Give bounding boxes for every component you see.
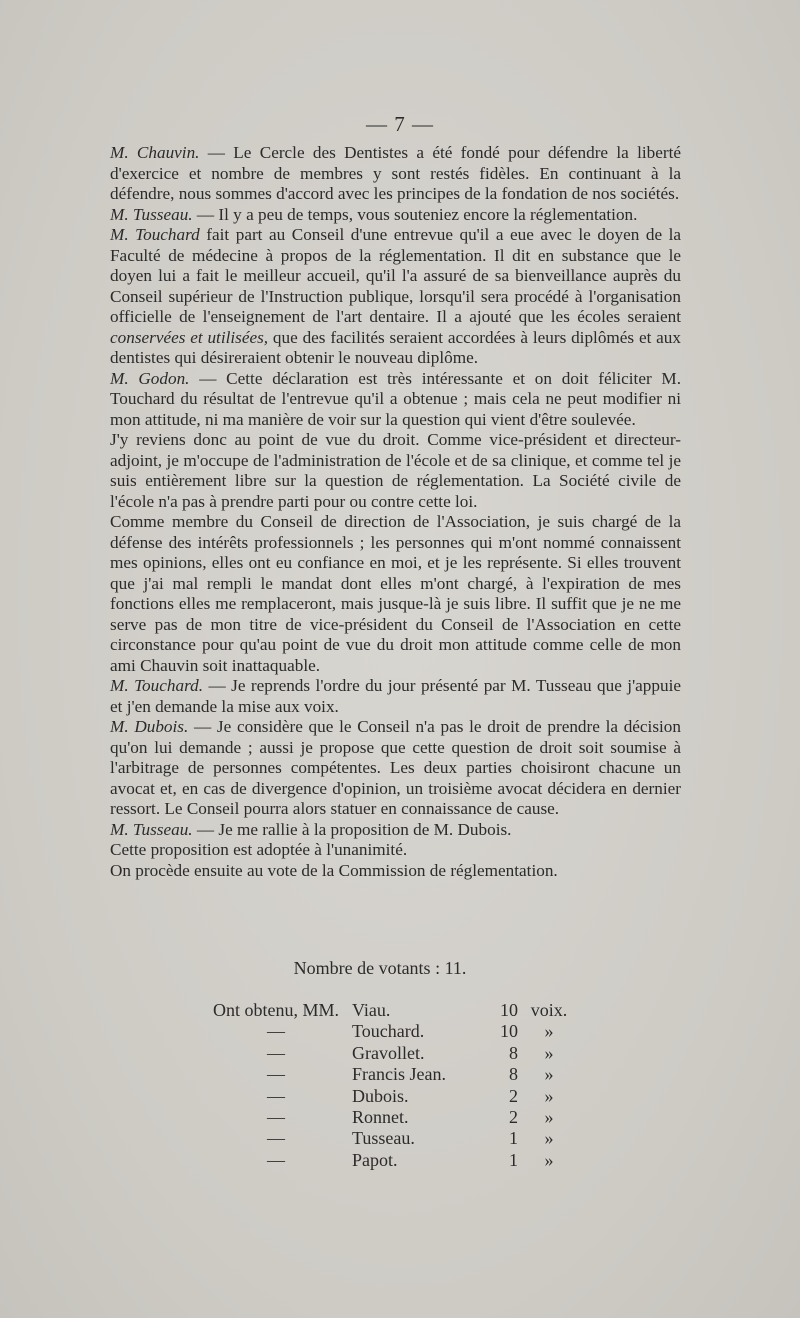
vote-number: 1 [509, 1128, 518, 1149]
candidate-name: Papot. [352, 1149, 398, 1170]
paragraph-text: — Cette déclaration est très intéressante et on doit féliciter M. Touchard du résultat de l'entrevue qu'il a obtenue ; mais cela ne peut modifier ni mon attitude, ni ma manière de voir sur la question qui vient d'être soulevée. [110, 368, 682, 429]
vote-unit: » [544, 1128, 554, 1149]
result-prefix: — [267, 1021, 285, 1042]
vote-number: 8 [509, 1042, 518, 1063]
paragraph-text: Comme membre du Conseil de direction de l'Association, je suis chargé de la défense des intérêts professionnels ; les personnes qui m'ont nommé connaissent mes opinions, elles ont eu confiance en moi, et je les représente. Si elles trouvent que j'ai mal rempli le mandat dont elles m'ont chargé, à l'expiration de mes fonctions elles me remplaceront, mais jusque-là je suis libre. Il suffit que je ne me serve pas de mon titre de vice-président du Conseil de l'Association en cette circonstance pour qu'au point de vue du droit mon attitude comme celle de mon ami Chauvin soit inattaquable. [110, 512, 681, 675]
minutes-text [110, 143, 681, 881]
paragraph-text: J'y reviens donc au point de vue du droit. Comme vice-président et directeur-adjoint, je m'occupe de l'administration de l'école et de sa clinique, et comme tel je suis entièrement libre sur la question de réglementation. La Société civile de l'école n'a pas à prendre parti pour ou contre cette loi. [110, 430, 681, 511]
paragraph [110, 717, 681, 820]
vote-unit: » [544, 1085, 554, 1106]
table-row [200, 1128, 574, 1149]
vote-number: 10 [500, 1021, 518, 1042]
speaker-name: M. Touchard [110, 225, 200, 244]
paragraph [110, 143, 681, 205]
vote-number: 10 [500, 1000, 518, 1020]
vote-unit: » [544, 1042, 554, 1063]
vote-number: 8 [509, 1064, 518, 1085]
paragraph [110, 820, 681, 841]
paragraph-text: — Il y a peu de temps, vous souteniez encore la réglementation. [192, 204, 638, 224]
paragraph-text: Cette proposition est adoptée à l'unanimité. [110, 840, 408, 859]
table-row [200, 1000, 574, 1021]
paragraph [110, 861, 681, 882]
table-row [200, 1064, 574, 1085]
vote-number: 2 [509, 1085, 518, 1106]
paragraph-text: On procède ensuite au vote de la Commission de réglementation. [110, 860, 558, 880]
result-prefix: — [267, 1128, 285, 1149]
candidate-name: Viau. [352, 1000, 391, 1020]
paragraph-text: — Je me rallie à la proposition de M. Dubois. [192, 819, 512, 839]
vote-number: 2 [509, 1107, 518, 1128]
speaker-name: M. Dubois. [110, 717, 189, 736]
paragraph-text: que des facilités seraient accordées à leurs diplômés et aux dentistes qui désireraient obtenir le nouveau diplôme. [110, 327, 681, 367]
speaker-name: M. Chauvin. [110, 143, 200, 162]
vote-unit: » [544, 1149, 554, 1170]
speaker-name: M. Godon. [110, 368, 190, 388]
result-prefix: — [267, 1149, 285, 1170]
result-prefix: — [267, 1042, 285, 1063]
candidate-name: Dubois. [352, 1085, 409, 1106]
candidate-name: Touchard. [352, 1021, 425, 1042]
result-prefix: — [267, 1064, 285, 1085]
paragraph [110, 840, 681, 861]
result-prefix: — [267, 1085, 285, 1106]
paragraph [110, 512, 681, 676]
table-row [200, 1086, 574, 1107]
paragraph-text: fait part au Conseil d'une entrevue qu'il a eue avec le doyen de la Faculté de médecine à propos de la réglementation. Il dit en substance que le doyen lui a fait le meilleur accueil, qu'il l'a assuré de sa bienveillance auprès du Conseil supérieur de l'Instruction publique, lorsqu'il sera procédé à l'organisation officielle de l'enseignement de l'art dentaire. Il a ajouté que les écoles seraient [110, 225, 681, 326]
vote-unit: » [544, 1107, 554, 1128]
candidate-name: Tusseau. [352, 1128, 415, 1149]
results-table [200, 1000, 574, 1171]
paragraph-text: — Je reprends l'ordre du jour présenté par M. Tusseau que j'appuie et j'en demande la mise aux voix. [110, 676, 681, 716]
paragraph [110, 225, 681, 369]
result-prefix: — [267, 1107, 285, 1128]
table-row [200, 1107, 574, 1128]
speaker-name: M. Tusseau. [110, 204, 193, 224]
paragraph-text: — Je considère que le Conseil n'a pas le droit de prendre la décision qu'on lui demande ; aussi je propose que cette question de droit soit soumise à l'arbitrage de personnes compétentes. Les deux parties choisiront chacune un avocat et, en cas de divergence d'opinion, un troisième avocat décidera en dernier ressort. Le Conseil pourra alors statuer en connaissance de cause. [110, 717, 681, 818]
candidate-name: Ronnet. [352, 1107, 409, 1128]
table-row [200, 1043, 574, 1064]
candidate-name: Francis Jean. [352, 1064, 446, 1085]
paragraph [110, 369, 681, 431]
vote-unit: » [544, 1021, 554, 1042]
paragraph [110, 205, 681, 226]
candidate-name: Gravollet. [352, 1042, 425, 1063]
page-number: — 7 — [366, 112, 434, 136]
emphasized-text: conservées et utilisées, [110, 327, 269, 347]
speaker-name: M. Tusseau. [110, 819, 193, 839]
vote-number: 1 [509, 1149, 518, 1170]
vote-unit: voix. [530, 1000, 568, 1020]
vote-count: Nombre de votants : 11. [293, 958, 467, 978]
paragraph-text: — Le Cercle des Dentistes a été fondé pour défendre la liberté d'exercice et nombre de membres y sont restés fidèles. En continuant à la défendre, nous sommes d'accord avec les principes de la fondation de nos sociétés. [110, 143, 681, 203]
table-row [200, 1021, 574, 1042]
paragraph [110, 430, 681, 512]
table-row [200, 1150, 574, 1171]
paragraph [110, 676, 681, 717]
result-prefix: Ont obtenu, MM. [213, 1000, 339, 1020]
vote-unit: » [544, 1064, 554, 1085]
speaker-name: M. Touchard. [110, 676, 204, 695]
